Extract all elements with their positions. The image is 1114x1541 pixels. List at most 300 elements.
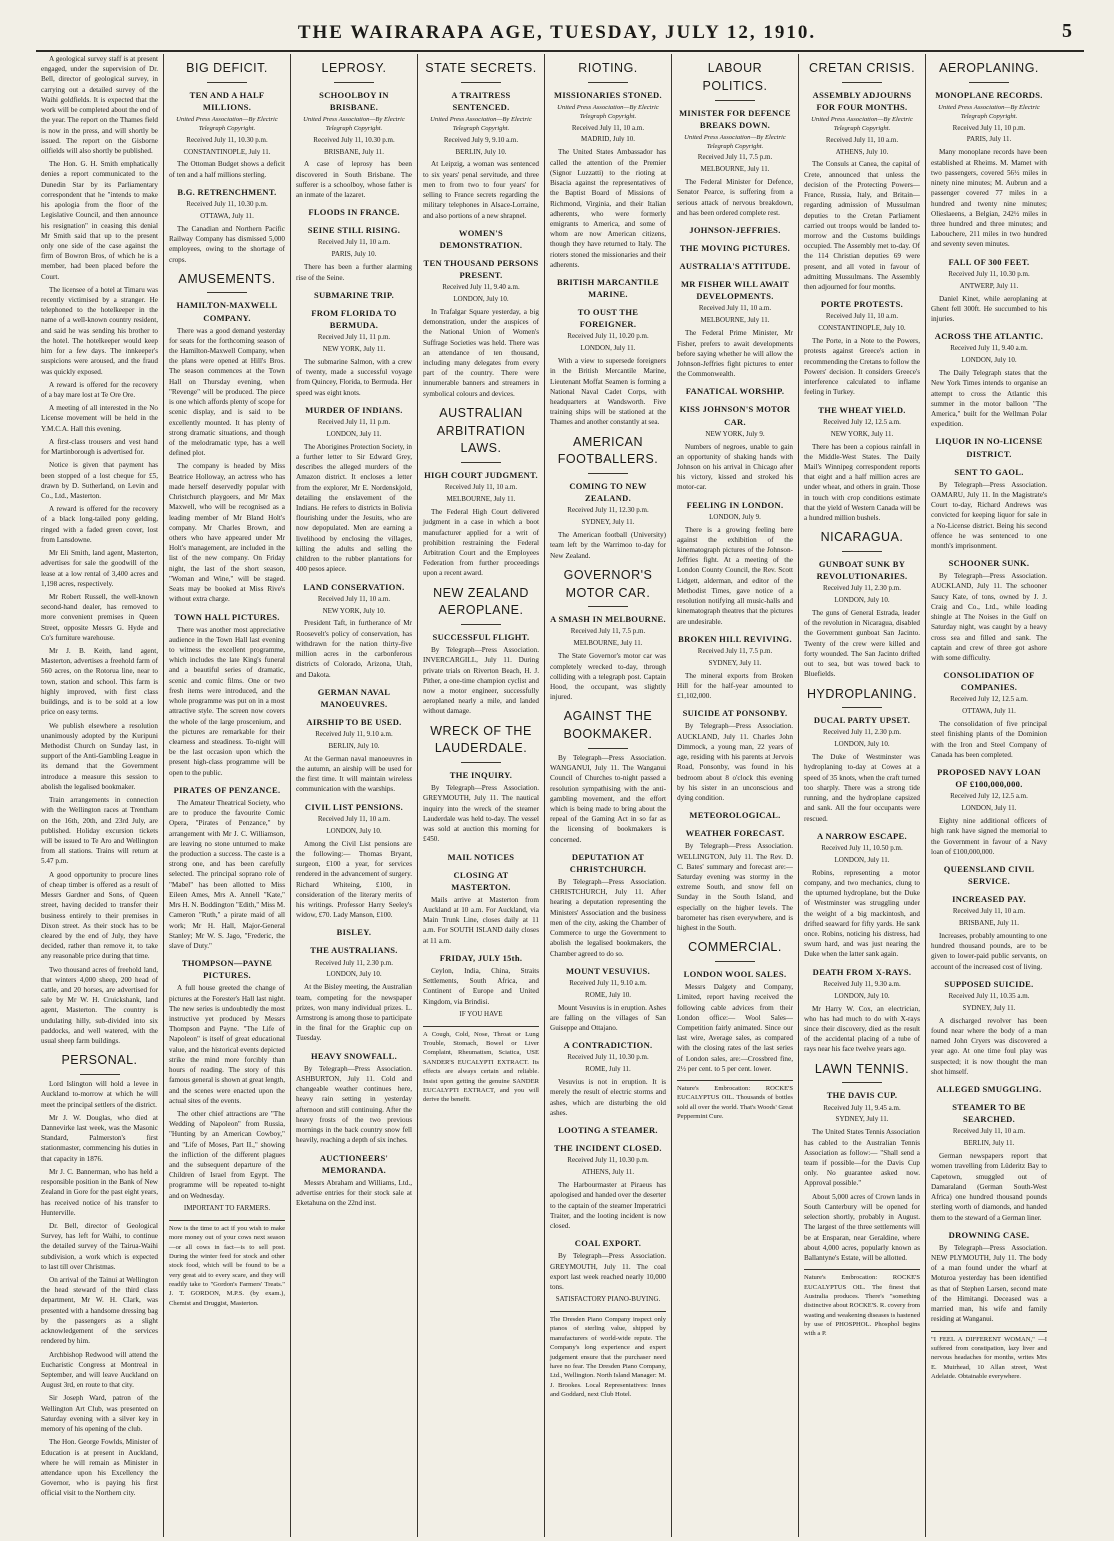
article-subheading: DEPUTATION AT CHRISTCHURCH. (569, 851, 647, 874)
article-subheading: A SMASH IN MELBOURNE. (550, 614, 666, 625)
article-headline: CRETAN CRISIS. (808, 61, 916, 75)
paragraph: At the German naval manoeuvres in the autumn, an airship will be used for the first time. It will maintain wireless communication with the warships. (296, 754, 412, 794)
article-subheading: METEOROLOGICAL. (689, 810, 781, 821)
article-headline: COMMERCIAL. (688, 940, 782, 955)
dateline: NEW YORK, July 11. (830, 429, 894, 438)
paragraph: Lord Islington will hold a levee in Auckland to-morrow at which he will meet the principal settlers of the district. (41, 1080, 158, 1109)
article-subheading: TEN AND A HALF MILLIONS. (189, 89, 265, 112)
article-subheading: TOWN HALL PICTURES. (174, 611, 280, 622)
dateline: Received July 11, 10 a.m. (825, 312, 899, 321)
article-subheading: SEINE STILL RISING. (307, 225, 401, 236)
paragraph: Mr Eli Smith, land agent, Masterton, advertises for sale the goodwill of the lease at a low rental of 3,400 acres and 1,198 acres, respectively. (41, 549, 158, 588)
paragraph: By Telegraph—Press Association. GREYMOUTH, July 11. The nautical inquiry into the wreck of the steamer Lauderdale was held to-day. The vessel was sold at auction this morning for £450. (423, 784, 539, 844)
dateline: BRISBANE, July 11. (323, 147, 385, 156)
advertisement: Nature's Embrocation: ROCKE'S EUCALYPTUS OIL. Thousands of bottles sold all over the world. That's Woods' Great Peppermint Cure. (677, 1080, 793, 1121)
dateline: Received July 11, 10 a.m. (698, 304, 772, 313)
dateline: Received July 11, 10 a.m. (444, 483, 518, 492)
column-5 (544, 54, 671, 1537)
paragraph: Numbers of negroes, unable to gain an opportunity of shaking hands with Johnson on his arrival in Chicago after his victory, kissed and stroked his motor-car. (677, 442, 793, 492)
dateline: Received July 11, 9.40 a.m. (442, 283, 520, 292)
article-subheading: CLOSING AT MASTERTON. (451, 869, 511, 892)
headline-rule (969, 82, 1009, 83)
article-headline: AMERICAN FOOTBALLERS. (557, 434, 659, 467)
dateline: NEW YORK, July 11. (322, 344, 386, 353)
headline-rule (588, 473, 628, 474)
paragraph: There has been a copious rainfall in the Middle-West States. The Daily Mail's Winnipeg correspondent reports that eight and a half million acres are under wheat, and others in grain. Those in touch with crop conditions estimate that the yield of Western Canada will be a hundred million bushels. (804, 442, 920, 523)
headline-rule (334, 82, 374, 83)
masthead-title: THE WAIRARAPA AGE, TUESDAY, JULY 12, 1910. (297, 22, 817, 43)
paragraph: Increases, probably amounting to one hundred thousand pounds, are to be given to lower-paid public servants, on account of the increased cost of living. (931, 932, 1047, 971)
paragraph: A meeting of all interested in the No License movement will be held in the Y.M.C.A. Hall this evening. (41, 404, 158, 433)
dateline: MELBOURNE, July 11. (700, 316, 770, 325)
article-headline: RIOTING. (578, 61, 638, 75)
headline-rule (461, 82, 501, 83)
paragraph: A reward is offered for the recovery of a bay mare lost at Te Ore Ore. (41, 380, 158, 399)
paragraph: The other chief attractions are "The Wedding of Napoleon" from Russia, "Hunting by an American Cowboy," and "Life of Moses, Part II.," showing the infliction of the different plagues and the subsequent departure of the Children of Israel from Egypt. The programme will be repeated to-night and on Wednesday. (169, 1109, 285, 1200)
article-subheading: MOUNT VESUVIUS. (565, 965, 650, 976)
article-subheading: WOMEN'S DEMONSTRATION. (439, 227, 523, 250)
dateline: MELBOURNE, July 11. (573, 639, 643, 648)
dateline: LONDON, July 10. (834, 740, 890, 749)
article-subheading: JOHNSON-JEFFRIES. (689, 225, 781, 236)
wire-credit: United Press Association—By Electric Telegraph Copyright. (176, 115, 278, 133)
paragraph: By Telegraph—Press Association. OAMARU, July 11. In the Magistrate's Court to-day, Richard Andrews was convicted for keeping liquor for sale in a No-License district. Being his second offence he was sentenced to one month's imprisonment. (931, 480, 1047, 550)
article-subheading: LAND CONSERVATION. (303, 581, 405, 592)
dateline: Received July 11, 10.30 p.m. (186, 199, 268, 208)
dateline: Received July 11, 9.10 a.m. (315, 729, 393, 738)
dateline: ROME, July 10. (585, 990, 631, 999)
article-headline: AMUSEMENTS. (178, 271, 276, 286)
paragraph: The Canadian and Northern Pacific Railway Company has dismissed 5,000 employees, owing to the shortage of crops. (169, 224, 285, 264)
headline-rule (207, 292, 247, 293)
paragraph: We publish elsewhere a resolution unanimously adopted by the Kuripuni Methodist Church on Sunday last, in support of the Anti-Gambling League in its demand that the Government introduce a measure this session to abolish the legalised bookmaker. (41, 721, 158, 791)
article-subheading: SUICIDE AT PONSONBY. (682, 708, 788, 719)
paragraph: A good opportunity to procure lines of cheap timber is offered as a result of Messrs Gardner and Sons, of Queen street, having decided to transfer their business entirely to their premises in Dixon street. As their stock has to be cleared by the end of July, they have decided, rather than remove it, to take any reasonable price during that time. (41, 870, 158, 961)
paragraph: By Telegraph—Press Association. INVERCARGILL, July 11. During private trials on Riverton Beach, H. J. Pither, a one-time champion cyclist and now a motor engineer, successfully aeroplaned nearly a mile, and landed without damage. (423, 646, 539, 716)
article-subheading: MISSIONARIES STONED. (554, 89, 662, 100)
dateline: Received July 11, 10.50 p.m. (821, 843, 903, 852)
article-subheading: A NARROW ESCAPE. (817, 830, 907, 841)
headline-rule (588, 82, 628, 83)
paragraph: By Telegraph—Press Association. CHRISTCHURCH, July 11. After hearing a deputation representing the Ministers' Association and the business men of the city, asking the Chamber of Commerce to urge the Government to abolish the legalised bookmakers, the Chamber agreed to do so. (550, 877, 666, 958)
dateline: Received July 11, 7.5 p.m. (697, 646, 773, 655)
article-subheading: COMING TO NEW ZEALAND. (569, 481, 647, 504)
dateline: Received July 11, 10 a.m. (317, 594, 391, 603)
dateline: SYDNEY, July 11. (708, 658, 762, 667)
wire-credit: United Press Association—By Electric Telegraph Copyright. (938, 103, 1040, 121)
masthead-rule (36, 50, 1084, 52)
paragraph: The American football (University) team left by the Warrimoo to-day for New Zealand. (550, 531, 666, 560)
dateline: Received July 11, 11 p.m. (317, 332, 391, 341)
article-subheading: CIVIL LIST PENSIONS. (304, 801, 404, 812)
dateline: LONDON, July 10. (961, 356, 1017, 365)
paragraph: The United States Tennis Association has cabled to the Australian Tennis Association as follow:— "Shall send a team if possible—for the Davis Cup only. No guarantee asked now. Approval possible." (804, 1128, 920, 1188)
article-headline: WRECK OF THE LAUDERDALE. (430, 723, 532, 756)
dateline: LONDON, July 11. (834, 855, 890, 864)
advertisement: A Cough, Cold, Nose, Throat or Lung Trouble, Stomach, Bowel or Liver Complaint, Rheumatism, Sciatica, USE SANDER'S EUCALYPTI EXTRACT. Its effects are always certain and reliable. Insist upon getting the genuine SANDER EUCALYPTI EXTRACT, and you will derive the benefit. (423, 1026, 539, 1105)
paragraph: There was a good demand yesterday for seats for the forthcoming season of the Hamilton-Maxwell Company, when the plans were opened at Hill's Bros. The season commences at the Town Hall on Thursday evening, when "Revenge" will be produced. The piece is one which affords plenty of scope for scenic display, and is said to be excellently mounted. It has plenty of strong dramatic situations, and though of the melodramatic type, has a well defined plot. (169, 326, 285, 458)
dateline: Received July 11, 2.30 p.m. (823, 728, 901, 737)
article-subheading: AUSTRALIA'S ATTITUDE. (679, 261, 791, 272)
paragraph: Mr Robert Russell, the well-known second-hand dealer, has removed to more convenient premises in Queen Street, opposite Messrs G. Hyde and Co's furniture warehouse. (41, 592, 158, 642)
article-subheading: SCHOOLBOY IN BRISBANE. (319, 89, 389, 112)
paragraph: German newspapers report that women travelling from Lüderitz Bay to Capetown, smuggled out of Damaraland (German South-West Africa) one hundred thousand pounds sterling worth of diamonds, and handed them to the steward of a German liner. (931, 1152, 1047, 1222)
article-subheading: B.G. RETRENCHMENT. (177, 186, 277, 197)
dateline: Received July 11, 10.20 p.m. (567, 332, 649, 341)
paragraph: The Duke of Westminster was hydroplaning to-day at Cowes at a speed of 35 knots, when the craft turned too sharply. There was a strong tide running, and the hydroplane capsized and sank. All the four occupants were rescued. (804, 753, 920, 823)
article-subheading: LIQUOR IN NO-LICENSE DISTRICT. (935, 436, 1043, 459)
dateline: NEW YORK, July 10. (322, 606, 386, 615)
paragraph: The licensee of a hotel at Timaru was recently victimised by a stranger. He telephoned to the hotelkeeper in the name of a well-known country resident, and said he was sending his brother to the hotel. The hotelkeeper would keep him for a few days. The innkeeper's suspicions were aroused, and the fraud was quickly exposed. (41, 285, 158, 376)
paragraph: At Leipzig, a woman was sentenced to six years' penal servitude, and three men to from two to four years' for selling to France secrets regarding the military telephones in Alsace-Lorraine, and also portions of a new shrapnel. (423, 160, 539, 220)
dateline: Received July 11, 9.10 a.m. (569, 978, 647, 987)
headline-rule (80, 1074, 120, 1075)
headline-rule (715, 100, 755, 101)
article-subheading: FALL OF 300 FEET. (948, 256, 1030, 267)
dateline: PARIS, July 10. (331, 250, 377, 259)
column-3 (290, 54, 417, 1537)
dateline: LONDON, July 10. (834, 596, 890, 605)
article-subheading: MURDER OF INDIANS. (305, 404, 403, 415)
paragraph: The Porte, in a Note to the Powers, protests against Greece's action in recommending the Cretans to follow the Powers' decision. It considers Greece's interference calculated to inflame feeling in Turkey. (804, 337, 920, 397)
article-subheading: KISS JOHNSON'S MOTOR CAR. (679, 404, 791, 427)
dateline: LONDON, July 10. (834, 991, 890, 1000)
paragraph: The State Governor's motor car was completely wrecked to-day, through colliding with a telegraph post. Captain Hood, the occupant, was slightly injured. (550, 652, 666, 702)
dateline: Received July 11, 9.30 a.m. (823, 979, 901, 988)
columns (36, 54, 1084, 1537)
advertisement: The Dresden Piano Company inspect only pianos of sterling value, shipped by manufacturers of world-wide repute. The Company's long experience and expert judgement ensure that the purchaser need have no fear. The Dresden Piano Company, Ltd., Wellington. North Island Manager: M. J. Brookes. Local Representatives: Innes and Goddard, next Club Hotel. (550, 1311, 666, 1399)
dateline: Received July 11, 10.30 p.m. (313, 135, 395, 144)
dateline: ATHENS, July 11. (581, 1168, 635, 1177)
article-subheading: THE DAVIS CUP. (826, 1090, 898, 1101)
article-headline: NICARAGUA. (820, 530, 904, 545)
paragraph: The Daily Telegraph states that the New York Times intends to organise an attempt to cross the Atlantic this summer in the motor balloon "The America," built for the Wellman Polar expedition. (931, 369, 1047, 429)
column-7 (798, 54, 925, 1537)
paragraph: Mr J. B. Keith, land agent, Masterton, advertises a freehold farm of 560 acres, on the Rotorua line, near to town, station and school. This farm is highly improved, with first class buildings, and is to be sold at a low price on easy terms. (41, 647, 158, 717)
paragraph: By Telegraph—Press Association. GREYMOUTH, July 11. The coal export last week reached nearly 10,000 tons. (550, 1252, 666, 1291)
paragraph: A geological survey staff is at present engaged, under the supervision of Dr. Bell, director of geological survey, in carrying out a detailed survey of the Waihi goldfields. It is expected that the work will be completed about the end of the year. The report on the Thames field is now in the press, and will shortly be issued. The report on the Gisborne oilfields will also shortly be published. (41, 55, 158, 155)
article-subheading: WEATHER FORECAST. (685, 828, 785, 839)
article-subheading: COAL EXPORT. (574, 1238, 642, 1249)
article-subheading: FRIDAY, JULY 15th. (439, 952, 523, 963)
article-headline: AGAINST THE BOOKMAKER. (563, 709, 653, 742)
dateline: Received July 11, 10 a.m. (825, 135, 899, 144)
paragraph: A first-class trousers and vest hand for Martinborough is advertised for. (41, 437, 158, 457)
dateline: Received July 11, 10.30 p.m. (186, 135, 268, 144)
article-headline: HYDROPLANING. (807, 686, 917, 701)
paragraph: Notice is given that payment has been stopped of a lost cheque for £5, drawn by D. Sutherland, on Levin and Co., Ltd., Masterton. (41, 461, 158, 500)
article-headline: LAWN TENNIS. (814, 1061, 910, 1076)
dateline: MADRID, July 10. (580, 135, 636, 144)
paragraph: By Telegraph—Press Association. WELLINGTON, July 11. The Rev. D. C. Bates' summary and forecast are:— Saturday evening was stormy in the extreme South, and snow fell on Sunday in the South Island, and especially on the higher levels. The barometer has risen everywhere, and is highest in the South. (677, 842, 793, 933)
headline-rule (588, 748, 628, 749)
dateline: Received July 11, 2.30 p.m. (315, 958, 393, 967)
article-subheading: FANATICAL WORSHIP. (685, 386, 785, 397)
article-subheading: AIRSHIP TO BE USED. (306, 716, 402, 727)
paragraph: Eighty nine additional officers of high rank have signed the memorial to the Government in favour of a Navy loan of £100,000,000. (931, 817, 1047, 856)
paragraph: The Ottoman Budget shows a deficit of ten and a half millions sterling. (169, 160, 285, 179)
paragraph: The Amateur Theatrical Society, who are to produce the favourite Comic Opera, "Pirates of Penzance," by arrangement with Mr J. C. Williamson, are leaving no stone unturned to make the production a success. The caste is a strong one, and has been carefully selected. The principal soprano role of "Mabel" has been allotted to Miss Eileen Ames, Mrs A. Annell "Kate," Mrs H. N. Boddington "Edith," Miss M. Cameron "Ruth," a pirate maid of all work; Mr H. Hall, Major-General Stanley; Mr W. S. Jago, "Frederic, the slave of Duty." (169, 798, 285, 950)
article-subheading: THE MOVING PICTURES. (679, 243, 791, 254)
article-subheading: HIGH COURT JUDGMENT. (424, 470, 538, 481)
article-subheading: QUEENSLAND CIVIL SERVICE. (943, 863, 1035, 886)
dateline: LONDON, July 9. (709, 512, 761, 521)
article-subheading: AUCTIONEERS' MEMORANDA. (319, 1152, 389, 1175)
dateline: LONDON, July 11. (326, 429, 382, 438)
article-subheading: THE WHEAT YIELD. (818, 404, 906, 415)
article-subheading: MONOPLANE RECORDS. (935, 89, 1043, 100)
headline-rule (715, 961, 755, 962)
paragraph: The submarine Salmon, with a crew of twenty, made a successful voyage from Quincey, Florida, to Bermuda. Her speed was eight knots. (296, 357, 412, 397)
dateline: Received July 11, 10 p.m. (952, 123, 1026, 132)
paragraph: Dr. Bell, director of Geological Survey, has left for Waihi, to continue the detailed survey of the Tairua-Waihi subdivision, a work which is expected to last till over Christmas. (41, 1221, 158, 1271)
dateline: Received July 11, 11 p.m. (317, 417, 391, 426)
article-subheading: THE AUSTRALIANS. (310, 945, 398, 956)
dateline: Received July 12, 12.5 a.m. (823, 417, 901, 426)
dateline: BERLIN, July 10. (328, 741, 380, 750)
dateline: Received July 11, 10 a.m. (317, 814, 391, 823)
paragraph: Ceylon, India, China, Straits Settlements, South Africa, and Continent of Europe and United Kingdom, via Brindisi. (423, 966, 539, 1006)
article-subheading: SUPPOSED SUICIDE. (944, 978, 1034, 989)
headline-rule (461, 462, 501, 463)
dateline: Received July 11, 7.5 p.m. (697, 153, 773, 162)
article-subheading: PIRATES OF PENZANCE. (173, 784, 281, 795)
article-subheading: SCHOONER SUNK. (948, 558, 1030, 569)
article-headline: PERSONAL. (61, 1053, 138, 1068)
dateline: PARIS, July 11. (966, 135, 1012, 144)
dateline: Received July 11, 9.45 a.m. (823, 1103, 901, 1112)
article-headline: GOVERNOR'S MOTOR CAR. (563, 567, 653, 600)
article-subheading: A TRAITRESS SENTENCED. (451, 89, 511, 112)
dateline: ROME, July 11. (585, 1065, 631, 1074)
paragraph: Messrs Abraham and Williams, Ltd., advertise entries for their stock sale at Eketahuna on the 22nd inst. (296, 1178, 412, 1208)
dateline: ATHENS, July 10. (835, 147, 889, 156)
paragraph: The Aborigines Protection Society, in a further letter to Sir Edward Grey, describes the alleged murders of the Amazon district. It encloses a letter from the explorer, Mr E. Nordenskjold, detailing the enslavement of the Indians. He refers to districts in Bolivia flourishing under the Jesuits, who are now depopulated. Men are earning a livelihood by enclosing the villages, killing the adults and selling the children to the rubber plantations for 400 pesos apiece. (296, 442, 412, 574)
dateline: Received July 11, 2.30 p.m. (823, 584, 901, 593)
dateline: Received July 11, 10.30 p.m. (567, 1053, 649, 1062)
paragraph: The United States Ambassador has called the attention of the Premier (Signor Luzzatti) to the rioting at Bisacia against the representatives of the Baptist Board of Missions of Richmond, Virginia, and their Italian adherents, who were formerly emigrants to America, and some of whom are now American citizens, though they have returned to Italy. The rioters stoned the missionaries and their adherents. (550, 148, 666, 269)
article-headline: NEW ZEALAND AEROPLANE. (433, 585, 529, 618)
paragraph: The Federal Prime Minister, Mr Fisher, prefers to await developments before saying whether he will allow the Johnson-Jeffries fight pictures to enter the Commonwealth. (677, 329, 793, 379)
paragraph: Messrs Dalgety and Company, Limited, report having received the following cable advices from their London office:— Wool Sales—Competition fairly animated. Since our last wire, Average sales, as compared with the closing rates of the last series of London sales, are:—Crossbred fine, 2½ per cent. to 5 per cent. lower. (677, 983, 793, 1073)
paragraph: The Hon. G. H. Smith emphatically denies a report communicated to the Dunedin Star by its Parliamentary correspondent that he "intends to make his apologia from the floor of the Legislative Council, and then announce his resignation" in ceasing this denial Mr Smith said that up to the present only one side of the case against the firm of Bowron Bros, of which he is a member, had been placed before the Court. (41, 160, 158, 281)
dateline: LONDON, July 10. (326, 826, 382, 835)
paragraph: With a view to supersede foreigners in the British Mercantile Marine, Lieutenant Moffat Seamen is forming a National Naval Cadet Corps, with headquarters at Wandsworth. Five training ships will be stationed at the Thames and another constantly at sea. (550, 357, 666, 427)
paragraph: Mr J. C. Bannerman, who has held a responsible position in the Bank of New Zealand in Gore for the past eight years, has received notice of his transfer to Hunterville. (41, 1167, 158, 1217)
dateline: Received July 11, 10.30 p.m. (567, 1156, 649, 1165)
wire-credit: United Press Association—By Electric Telegraph Copyright. (684, 133, 786, 150)
dateline: Received July 11, 10.35 a.m. (948, 991, 1030, 1000)
paragraph: A reward is offered for the recovery of a black long-tailed pony gelding, ringed with a faded green cover, lost from Lansdowne. (41, 505, 158, 544)
paragraph: Mount Vesuvius is in eruption. Ashes are falling on the villages of San Guiseppe and Ottajano. (550, 1003, 666, 1033)
paragraph: Among the Civil List pensions are the following:— Thomas Bryant, surgeon, £100 a year, for services rendered in the advancement of surgery. Richard Whiteing, £100, in consideration of the literary merits of his writings. Professor Harry Seeley's widow, £70. Lady Manson, £100. (296, 839, 412, 920)
dateline: Received July 11, 10.30 p.m. (948, 269, 1030, 278)
paragraph: Vesuvius is not in eruption. It is merely the result of electric storms and ashes, which are disturbing the old ashes. (550, 1078, 666, 1117)
dateline: Received July 11, 10 a.m. (952, 907, 1026, 916)
article-subheading: THE INCIDENT CLOSED. (554, 1143, 662, 1154)
paragraph: The Hon. George Fowlds, Minister of Education is at present in Auckland, where he will remain as Minister in attendance upon his Excellency the Governor, who is paying his first official visit to the Northern city. (41, 1438, 158, 1498)
dateline: Received July 12, 12.5 a.m. (950, 695, 1028, 704)
dateline: CONSTANTINOPLE, July 11. (183, 147, 271, 156)
wire-credit: United Press Association—By Electric Telegraph Copyright. (303, 115, 405, 133)
article-headline: BIG DEFICIT. (186, 61, 268, 75)
article-subheading: HAMILTON-MAXWELL COMPANY. (176, 300, 278, 323)
dateline: OTTAWA, July 11. (962, 707, 1016, 716)
article-subheading: DUCAL PARTY UPSET. (813, 715, 911, 726)
dateline: SYDNEY, July 11. (835, 1115, 889, 1124)
dateline: LONDON, July 11. (961, 804, 1017, 813)
paragraph: President Taft, in furtherance of Mr Roosevelt's policy of conservation, has withdrawn for the nation thirty-five million acres in the carbonferous districts of Colorado, Arizona, Utah, and Dakota. (296, 619, 412, 679)
article-subheading: INCREASED PAY. (952, 894, 1026, 905)
article-subheading: MAIL NOTICES (447, 851, 515, 862)
paragraph: The Federal Minister for Defence, Senator Pearce, is suffering from a serious attack of nervous breakdown, and has been ordered complete rest. (677, 178, 793, 217)
article-subheading: FLOODS IN FRANCE. (308, 207, 400, 218)
page-number: 5 (1062, 20, 1072, 42)
article-subheading: LONDON WOOL SALES. (683, 969, 787, 980)
paragraph: The mineral exports from Broken Hill for the half-year amounted to £1,102,000. (677, 671, 793, 701)
paragraph: Sir Joseph Ward, patron of the Wellington Art Club, was presented on Saturday evening with a silver key in memory of his opening of the club. (41, 1394, 158, 1434)
paragraph: At the Bisley meeting, the Australian team, competing for the newspaper prizes, won many individual prizes. L. Armstrong is among those to participate in the final for the Graphic cup on Tuesday. (296, 983, 412, 1043)
paragraph: There has been a further alarming rise of the Seine. (296, 263, 412, 282)
headline-rule (461, 624, 501, 625)
paragraph: In Trafalgar Square yesterday, a big demonstration, under the auspices of the National Union of Women's Suffrage Societies was held. There was an attendance of ten thousand, including many delegates from every part of the country. There were innumerable banners and streamers in symbolical colours and devices. (423, 307, 539, 398)
article-subheading: A CONTRADICTION. (563, 1040, 653, 1051)
dateline: MELBOURNE, July 11. (700, 165, 770, 174)
dateline: Received July 11, 12.30 p.m. (567, 506, 649, 515)
paragraph: Archbishop Redwood will attend the Eucharistic Congress at Montreal in September, and will leave Auckland on August 3rd, en route to that city. (41, 1350, 158, 1390)
paragraph: By Telegraph—Press Association. AUCKLAND, July 11. The schooner Saucy Kate, of tons, owned by J. J. Craig and Co., Ltd., while loading shingle at The Noises in the Gulf on Saturday night, was caught by a heavy cross sea and filled and sank. The captain and crew of three got ashore with some difficulty. (931, 572, 1047, 662)
article-subheading: ASSEMBLY ADJOURNS FOR FOUR MONTHS. (812, 89, 912, 112)
masthead (0, 0, 1114, 50)
paragraph: A case of leprosy has been discovered in South Brisbane. The sufferer is a schoolboy, whose father is an inmate of the lazaret. (296, 160, 412, 200)
dateline: Received July 9, 9.10 a.m. (443, 135, 519, 144)
article-subheading: MINISTER FOR DEFENCE BREAKS DOWN. (679, 107, 791, 130)
paragraph: Two thousand acres of freehold land, that winters 4,000 sheep, 200 head of cattle, and 20 horses, are advertised for sale by Mr W. H. Cruickshank, land agent, Masterton. The country is undulating hilly, sub-divided into six paddocks, and well watered, with the usual sheep farm buildings. (41, 965, 158, 1046)
paragraph: By Telegraph—Press Association. AUCKLAND, July 11. Charles John Dimmock, a young man, 22 years of age, residing with his parents at Jervois Road, Ponsonby, was found in his bedroom about 8 o'clock this evening by his sister in an unconscious and dying condition. (677, 722, 793, 802)
headline-rule (842, 707, 882, 708)
article-subheading: FROM FLORIDA TO BERMUDA. (311, 307, 397, 330)
paragraph: Mr Harry W. Cox, an electrician, who has had much to do with X-rays since their discovery, died as the result of the accidental placing of a tube of rays near his face twelve years ago. (804, 1004, 920, 1054)
paragraph: The Federal High Court delivered judgment in a case in which a boot manufacturer applied for a writ of prohibition restraining the Federal Arbitration Court and the Employees Federation from further proceedings upon a recent award. (423, 508, 539, 578)
article-headline: STATE SECRETS. (425, 61, 537, 75)
headline-rule (207, 82, 247, 83)
article-subheading: PORTE PROTESTS. (820, 299, 904, 310)
article-subheading: DEATH FROM X-RAYS. (812, 966, 912, 977)
paragraph: The guns of General Estrada, leader of the revolution in Nicaragua, disabled the Government gunboat San Jacinto. Twenty of the crew were killed and forty wounded. The San Jacinto drifted out to sea, but was towed back to Bluefields. (804, 609, 920, 679)
article-subheading: PROPOSED NAVY LOAN OF £100,000,000. (937, 767, 1041, 790)
paragraph: Train arrangements in connection with the Wellington races at Trentham on the 16th, 20th, and 23rd July, are published. Holiday excursion tickets will be issued to Te Aro and Wellington from all stations. Trains will return at 5.47 p.m. (41, 796, 158, 866)
article-subheading: CONSOLIDATION OF COMPANIES. (943, 670, 1035, 693)
paragraph: About 5,000 acres of Crown lands in South Canterbury will be opened for selection shortly, probably in August. The largest of the three settlements will be at Ensparan, near Geraldine, where about 4,000 acres, popularly known as Ballantyne's Estate, will be allotted. (804, 1192, 920, 1262)
wire-credit: United Press Association—By Electric Telegraph Copyright. (430, 115, 532, 133)
dateline: Received July 11, 10 a.m. (571, 123, 645, 132)
paragraph: The consolidation of five principal steel finishing plants of the Dominion with the Iron and Steel Company of Canada has been completed. (931, 720, 1047, 759)
headline-rule (842, 1082, 882, 1083)
article-subheading: SUBMARINE TRIP. (313, 289, 395, 300)
dateline: NEW YORK, July 9. (705, 429, 765, 438)
paragraph: A full house greeted the change of pictures at the Forester's Hall last night. The new series is undoubtedly the most instructive yet produced by Messrs Thompson and Payne. "The Life of Napoleon" is itself of great educational value, and the historical events depicted strike the mind more forcibly than hours of reading. The story of this famous general is shown at great length, and the scenes were enacted upon the actual sites of the events. (169, 984, 285, 1105)
paragraph: There was another most appreciative audience in the Town Hall last evening to witness the excellent programme, which includes the late King's funeral and a beautiful series of dramatic, scenic and comic films. One or two fresh items were introduced, and the whole programme was put on in a most attractive style. The screen now covers the whole of the large proscenium, and the pictures are remarkable for their clearness and steadiness. To-night will be the last occasion upon which the present high-class programme will be open to the public. (169, 625, 285, 777)
article-subheading: ALLEGED SMUGGLING. (936, 1084, 1042, 1095)
paragraph: Daniel Kinet, while aeroplaning at Ghent fell 300ft. He succumbed to his injuries. (931, 294, 1047, 323)
dateline: CONSTANTINOPLE, July 10. (818, 324, 906, 333)
article-subheading: BRITISH MARCANTILE MARINE. (557, 277, 659, 300)
dateline: SYDNEY, July 11. (962, 1003, 1016, 1012)
article-subheading: GUNBOAT SUNK BY REVOLUTIONARIES. (816, 559, 908, 582)
paragraph: Mails arrive at Masterton from Auckland at 10 a.m. For Auckland, via Main Trunk Line, closes daily at 11 a.m. For SOUTH ISLAND daily closes at 11 a.m. (423, 895, 539, 945)
article-subheading: GERMAN NAVAL MANOEUVRES. (317, 686, 391, 709)
dateline: BERLIN, July 10. (455, 147, 507, 156)
advertisement: Now is the time to act if you wish to make more money out of your cows next season—or all cows in fact—is to sell post. During the winter feed for stock and other stock food, which will be found to be a very great aid to every scare, and they will readily take to "Gordon's Farmers' Treats." J. T. GORDON, M.P.S. (by exam.), Chemist and Druggist, Masterton. (169, 1220, 285, 1308)
column-8 (925, 54, 1052, 1537)
advertisement: "I FEEL A DIFFERENT WOMAN," —I suffered from constipation, lazy liver and nervous headaches for months, writes Mrs E. Muirhead, 10 Allan street, West Adelaide. Obtainable everywhere. (931, 1331, 1047, 1382)
article-subheading: TEN THOUSAND PERSONS PRESENT. (423, 257, 539, 280)
article-subheading: TO OUST THE FOREIGNER. (577, 307, 639, 330)
advertisement: Nature's Embrocation: ROCKE'S EUCALYPTUS OIL. The finest that Australia produces. There's "something distinctive about ROCKE'S. R. covery from wasting and weakening diseases is hastened by use of PHOSPHOL. Phosphol begins with a P. (804, 1269, 920, 1339)
article-headline: LABOUR POLITICS. (702, 61, 768, 93)
column-6 (671, 54, 798, 1537)
dateline: LONDON, July 10. (453, 294, 509, 303)
dateline: ANTWERP, July 11. (959, 281, 1019, 290)
column-4 (417, 54, 544, 1537)
article-headline: AUSTRALIAN ARBITRATION LAWS. (436, 405, 526, 456)
article-subheading: THE INQUIRY. (449, 770, 513, 781)
article-subheading: ACROSS THE ATLANTIC. (934, 331, 1044, 342)
dateline: Received July 11, 9.40 a.m. (950, 344, 1028, 353)
advertisement-heading: IF YOU HAVE (459, 1009, 503, 1018)
article-subheading: FEELING IN LONDON. (686, 499, 784, 510)
advertisement-heading: SATISFACTORY PIANO-BUYING. (555, 1295, 661, 1304)
dateline: SYDNEY, July 11. (581, 518, 635, 527)
dateline: Received July 12, 12.5 a.m. (950, 792, 1028, 801)
article-subheading: MR FISHER WILL AWAIT DEVELOPMENTS. (680, 279, 790, 302)
column-2 (163, 54, 290, 1537)
paragraph: Robins, representing a motor company, and two mechanics, clung to the upturned hydroplane, but the Duke of Westminster was struggling under the weight of a big mackintosh, and drifted seaward for fifty yards. He sank once. Robins, noticing his distress, had swum hard, and was just nearing the Duke when the latter sank again. (804, 868, 920, 959)
dateline: BERLIN, July 11. (963, 1139, 1015, 1148)
dateline: LONDON, July 10. (326, 970, 382, 979)
paragraph: On arrival of the Tainui at Wellington the head steward of the third class department, Mr W. H. Clark, was presented with a handsome dressing bag by the passengers as a slight acknowledgement of the services rendered by him. (41, 1276, 158, 1346)
wire-credit: United Press Association—By Electric Telegraph Copyright. (557, 103, 659, 121)
article-subheading: STEAMER TO BE SEARCHED. (952, 1102, 1026, 1125)
paragraph: Many monoplane records have been established at Rheims. M. Mamet with two passengers, covered 56½ miles in ninety nine minutes; M. Aubrun and a passenger covered 77 miles in a hundred and twenty nine minutes; Olieslaeens, a Belgian, 242½ miles in three hundred and three minutes; and Labouchere, 211 miles in two hundred and seventy seven minutes. (931, 148, 1047, 249)
article-subheading: SENT TO GAOL. (954, 466, 1024, 477)
paragraph: The Consuls at Canea, the capital of Crete, announced that unless the decision of the Protecting Powers—France, Russia, Italy, and Britain—regarding admission of Mussulman deputies to the Cretan Parliament carried out troops would be landed to-morrow and the Customs buildings occupied. The Assembly met to-day. Of the 114 Christian deputies 69 were present, and all voted in favour of admitting Mussulmans. The Assembly then adjourned for four months. (804, 160, 920, 292)
article-subheading: BROKEN HILL REVIVING. (678, 633, 792, 644)
headline-rule (842, 551, 882, 552)
paragraph: A discharged revolver has been found near where the body of a man named John Cryers was discovered a year ago. At one time foul play was suspected; it is now thought the man shot himself. (931, 1016, 1047, 1076)
article-headline: LEPROSY. (321, 61, 387, 75)
paragraph: There is a growing feeling here against the exhibition of the kinematograph pictures of the Johnson-Jeffries fight. At a meeting of the London County Council, the Rev. Scott Lidgett, alderman, and editor of the Methodist Times, gave notice of a resolution notifying all music-halls and kinematograph theatres that the pictures are undesirable. (677, 525, 793, 626)
headline-rule (842, 82, 882, 83)
article-subheading: HEAVY SNOWFALL. (310, 1050, 398, 1061)
article-subheading: BISLEY. (336, 927, 372, 938)
paragraph: By Telegraph—Press Association. ASHBURTON, July 11. Cold and changeable weather continues here, heavy rain setting in yesterday afternoon and still continuing. After the heavy frosts of the two previous mornings in the back country snow fell heavily, reaching a depth of six inches. (296, 1064, 412, 1145)
wire-credit: United Press Association—By Electric Telegraph Copyright. (811, 115, 913, 133)
article-subheading: DROWNING CASE. (948, 1229, 1030, 1240)
dateline: Received July 11, 10 a.m. (317, 238, 391, 247)
article-subheading: LOOTING A STEAMER. (558, 1125, 658, 1136)
paragraph: The Harbourmaster at Piraeus has apologised and handed over the deserter to the captain of the steamer Imperatrici Traiter, and the looting incident is now closed. (550, 1181, 666, 1230)
article-subheading: THOMPSON—PAYNE PICTURES. (181, 958, 273, 981)
advertisement-heading: IMPORTANT TO FARMERS. (183, 1203, 271, 1212)
article-subheading: SUCCESSFUL FLIGHT. (432, 632, 530, 643)
paragraph: By Telegraph—Press Association. NEW PLYMOUTH, July 11. The body of a man found under the wharf at Moturoa yesterday has been identified as that of Stephen Larsen, second mate of the Himitangi. Deceased was a married man, his wife and family residing at Wanganui. (931, 1243, 1047, 1324)
headline-rule (588, 606, 628, 607)
dateline: OTTAWA, July 11. (200, 211, 254, 220)
dateline: Received July 11, 7.5 p.m. (570, 627, 646, 636)
article-headline: AEROPLANING. (939, 61, 1039, 75)
dateline: BRISBANE, July 11. (958, 919, 1020, 928)
